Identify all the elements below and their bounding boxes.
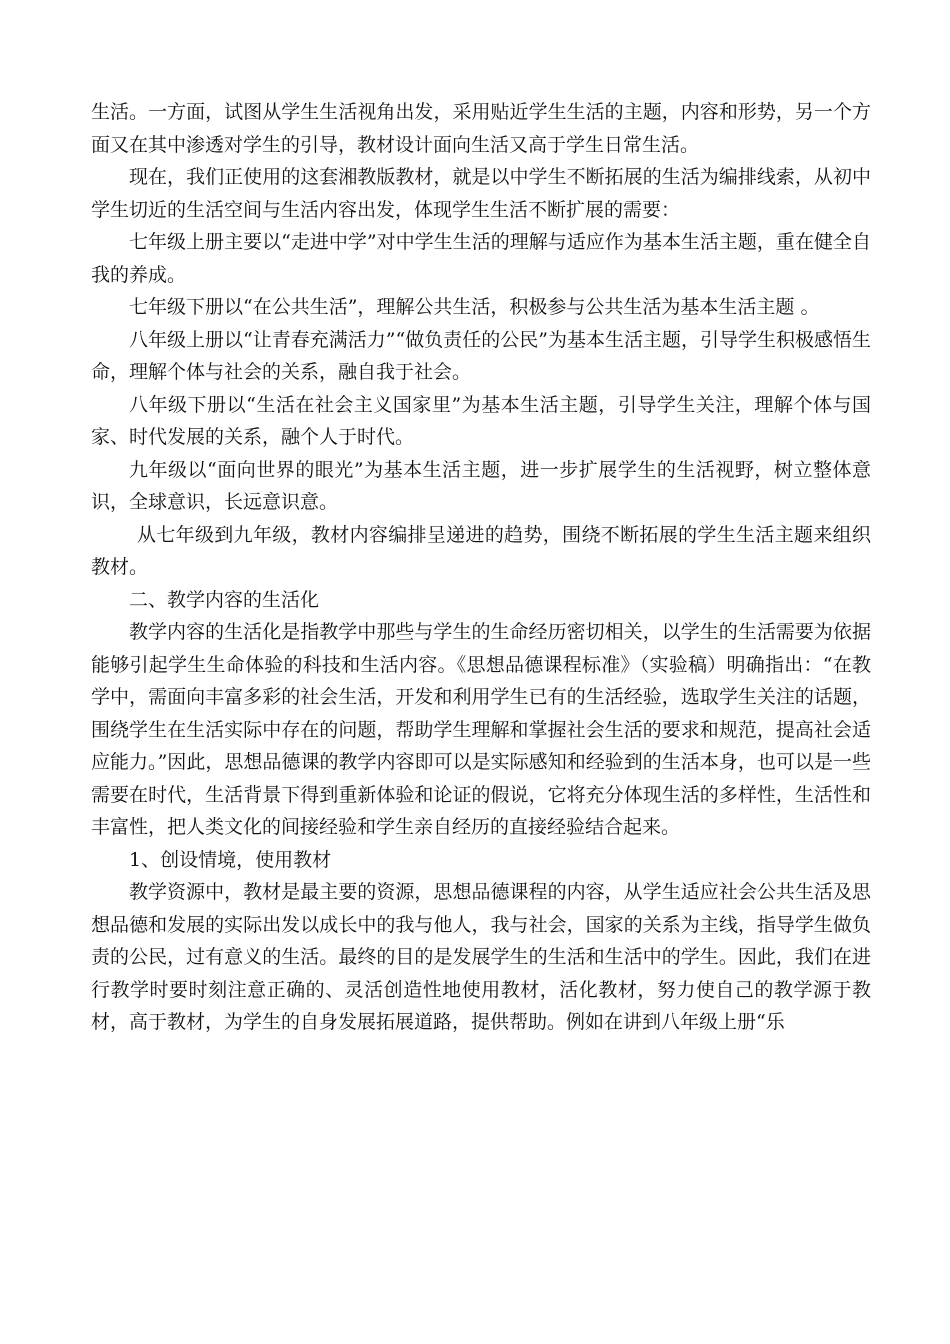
paragraph-grade7-second: 七年级下册以“在公共生活”，理解公共生活，积极参与公共生活为基本生活主题 。: [129, 296, 820, 318]
paragraph-grade8-second: 八年级下册以“生活在社会主义国家里”为基本生活主题，引导学生关注，理解个体与国家、时代发展的关系，融个人于时代。: [91, 393, 871, 448]
subsection-heading-create-situations: 1、创设情境，使用教材: [129, 848, 332, 871]
paragraph-summary: 从七年级到九年级，教材内容编排呈递进的趋势，围绕不断拓展的学生生活主题来组织教材。: [91, 523, 871, 578]
document-body: [91, 96, 871, 1039]
paragraph-teaching-content: 教学内容的生活化是指教学中那些与学生的生命经历密切相关，以学生的生活需要为依据能够引起学生生命体验的科技和生活内容。《思想品德课程标准》（实验稿）明确指出：“在教学中，需面向丰富多彩的社会生活，开发和利用学生已有的生活经验，选取学生关注的话题，围绕学生在生活实际中存在的问题，帮助学生理解和掌握社会生活的要求和规范，提高社会适应能力。”因此，思想品德课的教学内容即可以是实际感知和经验到的生活本身，也可以是一些需要在时代，生活背景下得到重新体验和论证的假说，它将充分体现生活的多样性，生活性和丰富性，把人类文化的间接经验和学生亲自经历的直接经验结合起来。: [91, 621, 871, 838]
paragraph-grade7-first: 七年级上册主要以“走进中学”对中学生生活的理解与适应作为基本生活主题，重在健全自我的养成。: [91, 231, 871, 286]
paragraph-current-textbook: 现在，我们正使用的这套湘教版教材，就是以中学生不断拓展的生活为编排线索，从初中学生切近的生活空间与生活内容出发，体现学生生活不断扩展的需要：: [91, 166, 871, 221]
paragraph-continuation: 生活。一方面，试图从学生生活视角出发，采用贴近学生生活的主题，内容和形势，另一个方面又在其中渗透对学生的引导，教材设计面向生活又高于学生日常生活。: [91, 101, 871, 156]
paragraph-teaching-resources: 教学资源中，教材是最主要的资源，思想品德课程的内容，从学生适应社会公共生活及思想品德和发展的实际出发以成长中的我与他人，我与社会，国家的关系为主线，指导学生做负责的公民，过有意义的生活。最终的目的是发展学生的生活和生活中的学生。因此，我们在进行教学时要时刻注意正确的、灵活创造性地使用教材，活化教材，努力使自己的教学源于教材，高于教材，为学生的自身发展拓展道路，提供帮助。例如在讲到八年级上册“乐: [91, 881, 871, 1033]
paragraph-grade8-first: 八年级上册以“让青春充满活力”“做负责任的公民”为基本生活主题，引导学生积极感悟生命，理解个体与社会的关系，融自我于社会。: [91, 328, 871, 383]
paragraph-grade9: 九年级以“面向世界的眼光”为基本生活主题，进一步扩展学生的生活视野，树立整体意识，全球意识，长远意识意。: [91, 458, 871, 513]
section-heading-teaching-content: 二、教学内容的生活化: [129, 588, 320, 611]
